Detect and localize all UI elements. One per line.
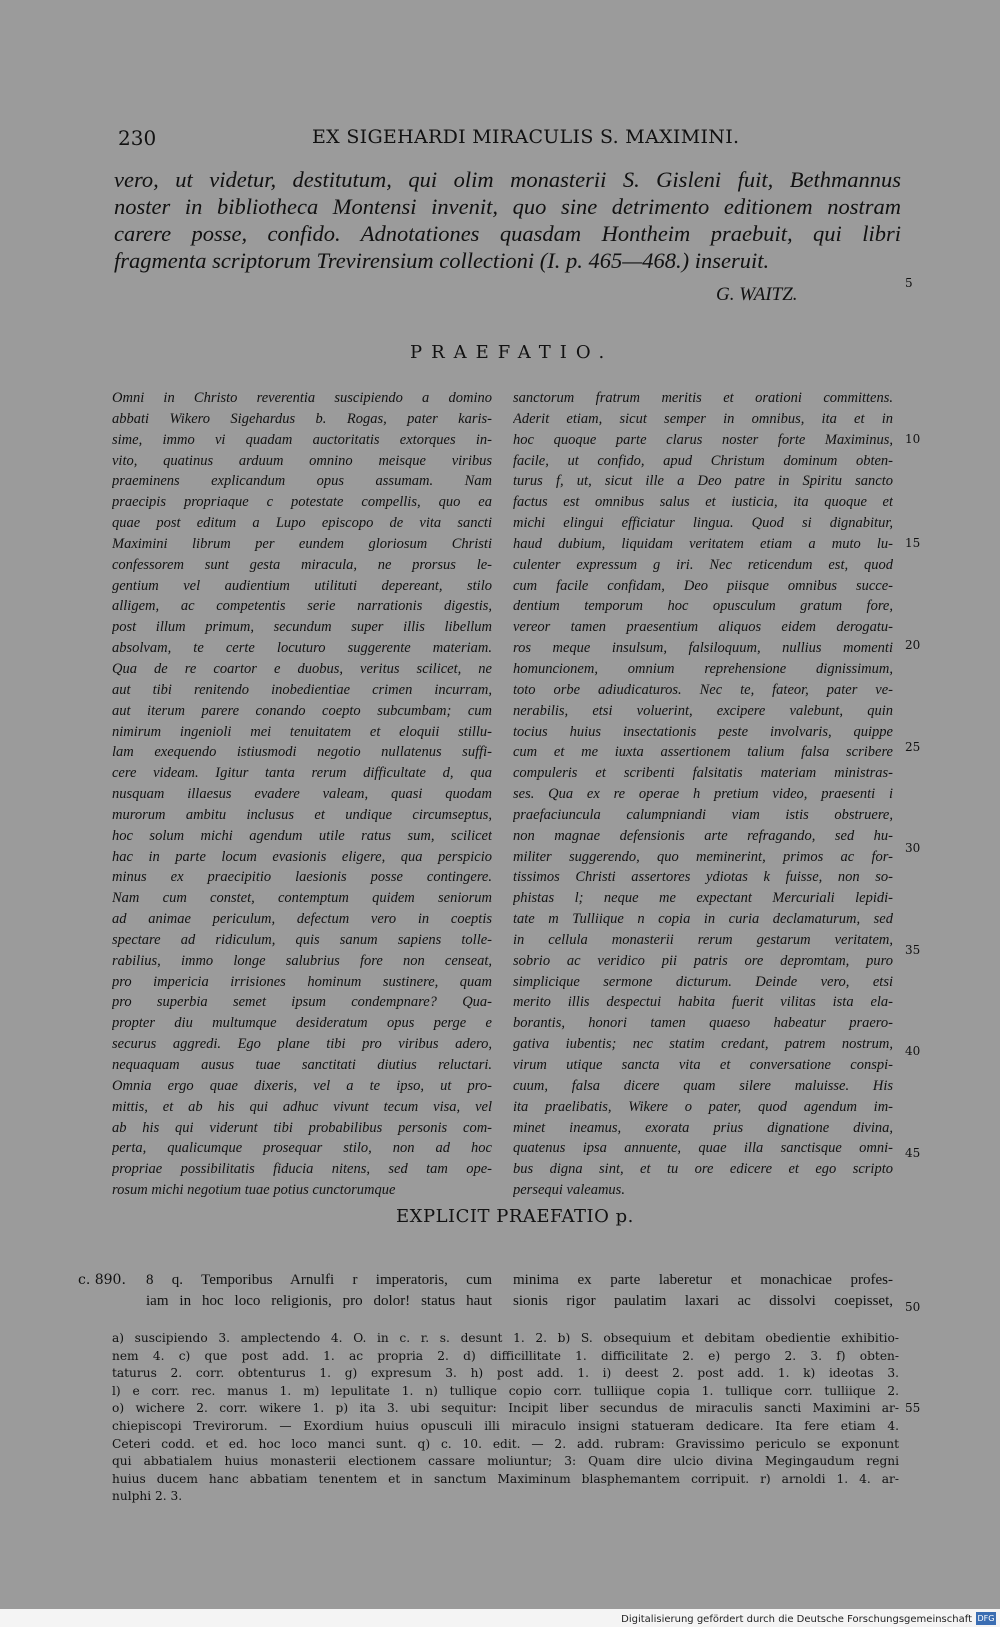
preface-line: mittis, et ab his qui adhuc vivunt tecum visa, vel: [112, 1098, 492, 1115]
footnote-line: o) wichere 2. corr. wikere 1. p) ita 3. ubi sequitur: Incipit liber secundus de miraculis sancti Maximini ar-: [112, 1401, 899, 1416]
preface-line: abbati Wikero Sigehardus b. Rogas, pater karis-: [112, 410, 492, 427]
preface-line: praecipis propriaque c potestate compellis, quo ea: [112, 494, 492, 511]
preface-line: Aderit etiam, sicut semper in omnibus, ita et in: [513, 410, 893, 427]
preface-line: Omnia ergo quae dixeris, vel a te ipso, ut pro-: [112, 1077, 492, 1094]
preface-line: propter diu multumque desideratum opus perge e: [112, 1015, 492, 1032]
preface-line: homuncionem, omnium reprehensione dignissimum,: [513, 660, 893, 677]
preface-line: Omni in Christo reverentia suscipiendo a domino: [112, 390, 492, 406]
preface-line: virum utique sancta vita et conversatione conspi-: [513, 1057, 893, 1073]
preface-line: gentium vel audientium utilituti depereant, stilo: [112, 577, 492, 594]
preface-line: praeminens explicandum opus assumam. Nam: [112, 473, 492, 490]
preface-line: toto orbe adiudicaturos. Nec te, fateor, pater ve-: [513, 681, 893, 698]
intro-line: carere posse, confido. Adnotationes quasdam Hontheim praebuit, qui libri: [114, 221, 901, 246]
preface-line: sanctorum fratrum meritis et orationi committens.: [513, 390, 893, 406]
preface-line: Nam cum constet, contemptum quidem seniorum: [112, 890, 492, 907]
preface-line: tocius huius insectationis peste involvaris, quippe: [513, 723, 893, 740]
intro-paragraph: [114, 166, 901, 274]
preface-line: securus aggredi. Ego plane tibi pro viribus adero,: [112, 1036, 492, 1053]
preface-line: factus est omnibus salus et iusticia, ita quoque et: [513, 494, 893, 511]
margin-line-number: 55: [905, 1401, 921, 1415]
chapter-line: iam in hoc loco religionis, pro dolor! status haut: [146, 1293, 492, 1309]
preface-line: praefaciuncula calumpniandi viam istis obstruere,: [513, 806, 893, 823]
preface-line: cuum, falsa dicere quam silere maluisse. His: [513, 1077, 893, 1094]
preface-line: propriae possibilitatis fiducia nitens, sed tam ope-: [112, 1161, 492, 1178]
margin-line-number: 30: [905, 841, 921, 855]
explicit-praefatio: EXPLICIT PRAEFATIO p.: [396, 1206, 634, 1227]
preface-line: borantis, honori tamen quaeso habeatur praero-: [513, 1015, 893, 1032]
editor-signature: G. WAITZ.: [716, 284, 798, 305]
preface-line: cum et me iuxta assertionem talium falsa scribere: [513, 744, 893, 761]
intro-line: noster in bibliotheca Montensi invenit, quo sine detrimento editionem nostram: [114, 194, 901, 219]
preface-line: simplicique sermone dicturum. Deinde vero, etsi: [513, 973, 893, 990]
footnote-line: nem 4. c) que post add. 1. ac propria 2. d) difficillitate 1. difficilitate 2. e) pergo 2. 3. f) obten-: [112, 1348, 899, 1363]
preface-line: absolvam, te certe locuturo suggerente materiam.: [112, 640, 492, 657]
preface-line: michi elingui efficiatur lingua. Quod si dignabitur,: [513, 515, 893, 532]
preface-line: ses. Qua ex re operae h pretium video, praesenti i: [513, 786, 893, 803]
chapter-line: minima ex parte laberetur et monachicae profes-: [513, 1272, 893, 1288]
preface-line: hoc solum michi agendum utile ratus sum, scilicet: [112, 827, 492, 844]
chapter-left-column: [146, 1270, 492, 1312]
preface-line: cere videam. Igitur tanta rerum difficultate d, qua: [112, 765, 492, 782]
preface-heading: PRAEFATIO.: [410, 342, 614, 363]
preface-line: perta, qualicumque prosequar stilo, non ad hoc: [112, 1140, 492, 1157]
preface-line: dentium temporum hoc opusculum gratum fore,: [513, 598, 893, 615]
margin-line-number: 40: [905, 1044, 921, 1058]
preface-line: murorum ambitu inclusus et undique circumseptus,: [112, 806, 492, 823]
footnote-line: a) suscipiendo 3. amplectendo 4. O. in c. r. s. desunt 1. 2. b) S. obsequium et debitam obedientie exhibitio-: [112, 1331, 899, 1345]
preface-line: turus f, ut, sicut ille a Deo patre in Spiritu sancto: [513, 473, 893, 490]
preface-line: hac in parte locum evasionis eligere, qua perspicio: [112, 848, 492, 865]
running-title: EX SIGEHARDI MIRACULIS S. MAXIMINI.: [312, 126, 740, 148]
preface-line: compuleris et scribenti falsitatis materiam ministras-: [513, 765, 893, 782]
footer-bar: [0, 1609, 1000, 1627]
preface-line: vereor tamen praesentium aliquos eidem derogatu-: [513, 619, 893, 636]
margin-line-number: 20: [905, 638, 921, 652]
margin-line-number: 5: [905, 276, 913, 290]
preface-line: culenter expressum g iri. Nec reticendum est, quod: [513, 556, 893, 573]
intro-line: vero, ut videtur, destitutum, qui olim monasterii S. Gisleni fuit, Bethmannus: [114, 167, 901, 192]
footnote-line: qui abbatialem huius monasterii electionem cassare moliuntur; 3: Quam dire ulcio divina Megingaudum regni: [112, 1454, 899, 1469]
preface-line: spectare ad ridiculum, quis sanum sapiens tolle-: [112, 931, 492, 948]
preface-line: quatenus ipsa annuente, quae illa sanctisque omni-: [513, 1140, 893, 1157]
dfg-logo: DFG: [977, 1614, 995, 1623]
preface-line: nequaquam ausus tuae sanctitati diutius reluctari.: [112, 1057, 492, 1073]
preface-line: bus digna sint, et tu ore edicere et ego scripto: [513, 1161, 893, 1178]
margin-line-number: 45: [905, 1146, 921, 1160]
margin-line-number: 35: [905, 943, 921, 957]
footnote-line: Ceteri codd. et ed. hoc loco manci sunt. q) c. 10. edit. — 2. add. rubram: Gravissimo periculo se exponunt: [112, 1436, 899, 1451]
preface-line: pro impericia irrisiones hominum sustinere, quam: [112, 973, 492, 990]
preface-line: tate m Tulliique n copia in curia declamaturum, sed: [513, 911, 893, 928]
preface-line: nusquam illaesus evadere valeam, quasi quodam: [112, 786, 492, 803]
preface-line: tissimos Christi assertores ydiotas k fuisse, non so-: [513, 869, 893, 886]
preface-line: aut tibi renitendo inobedientiae crimen incurram,: [112, 681, 492, 698]
intro-line: fragmenta scriptorum Trevirensium collectioni (I. p. 465—468.) inseruit.: [114, 248, 770, 273]
preface-line: sime, immo vi quadam auctoritatis extorques in-: [112, 431, 492, 448]
footnote-line: l) e corr. rec. manus 1. m) lepulitate 1. n) tullique copio corr. tulliique copia 1. tullique corr. tulliique 2.: [112, 1383, 899, 1398]
preface-line: lam exequendo istiusmodi negotio nullatenus suffi-: [112, 744, 492, 761]
preface-line: in cellula monasterii rerum gestarum veritatem,: [513, 931, 893, 948]
chapter-line: sionis rigor paulatim laxari ac dissolvi coepisset,: [513, 1293, 893, 1309]
preface-line: ad animae periculum, defectum vero in coeptis: [112, 911, 492, 928]
footnote-line: nulphi 2. 3.: [112, 1489, 183, 1504]
footnotes: [112, 1330, 899, 1506]
preface-line: confessorem sunt gesta miracula, ne prorsus le-: [112, 556, 492, 573]
footnote-line: chiepiscopi Trevirorum. — Exordium huius opusculi illi miraculo insigni statueram dedicare. Ita fere etiam 4.: [112, 1418, 899, 1433]
preface-line: merito illis despectui habita fuerit vilitas ista ela-: [513, 994, 893, 1011]
preface-line: Qua de re coartor e duobus, veritus scilicet, ne: [112, 660, 492, 677]
preface-line: minet ineamus, exorata prius dignatione divina,: [513, 1119, 893, 1136]
margin-line-number: 15: [905, 536, 921, 550]
preface-line: aut iterum parere conando coepto subcumbam; cum: [112, 702, 492, 719]
margin-line-number: 10: [905, 432, 921, 446]
preface-line: post illum primum, secundum super illis libellum: [112, 619, 492, 636]
preface-line: pro superbia semet ipsum condempnare? Qua-: [112, 994, 492, 1011]
preface-line: gativa iubentis; nec statim credant, patrem nostrum,: [513, 1036, 893, 1053]
preface-left-column: [112, 388, 492, 1201]
preface-line: persequi valeamus.: [513, 1182, 625, 1199]
chapter-right-column: [513, 1270, 893, 1312]
preface-line: minus ex praecipitio laesionis posse contingere.: [112, 869, 492, 886]
preface-line: rabilius, immo longe salubrius fore non censeat,: [112, 952, 492, 969]
preface-line: hoc quoque parte clarus noster forte Maximinus,: [513, 431, 893, 448]
margin-line-number: 50: [905, 1300, 921, 1314]
preface-right-column: [513, 388, 893, 1201]
preface-line: nimirum ingenioli mei tenuitatem et eloquii stillu-: [112, 723, 492, 740]
preface-line: ita praelibatis, Wikere o pater, quod agendum im-: [513, 1098, 893, 1115]
margin-line-number: 25: [905, 740, 921, 754]
preface-line: haud dubium, liquidam veritatem etiam a muto lu-: [513, 535, 893, 552]
page-number: 230: [118, 126, 157, 150]
chapter-year: c. 890.: [78, 1272, 126, 1288]
preface-line: militer suggerendo, quo meminerint, primos ac for-: [513, 848, 893, 865]
chapter-line: 8 q. Temporibus Arnulfi r imperatoris, cum: [146, 1272, 492, 1288]
footnote-line: taturus 2. corr. obtenturus 1. g) expresum 3. h) post add. 1. i) deest 2. post add. 1. k) ideotas 3.: [112, 1366, 899, 1381]
footer-credit: Digitalisierung gefördert durch die Deutsche Forschungsgemeinschaft: [621, 1614, 972, 1625]
preface-line: ros meque insulsum, falsiloquum, nullius momenti: [513, 640, 893, 657]
preface-line: cum facile confidam, Deo piisque omnibus succe-: [513, 577, 893, 594]
preface-line: sobrio ac veridico pii patris ore depromtam, puro: [513, 952, 893, 969]
preface-line: phistas l; neque me expectant Mercuriali lepidi-: [513, 890, 893, 907]
footnote-line: huius ducem hanc abbatiam tenentem et in sanctum Maximinum blasphemantem corripuit. r) arnoldi 1. 4. ar-: [112, 1471, 899, 1486]
preface-line: Maximini librum per eundem gloriosum Christi: [112, 535, 492, 552]
preface-line: quae post editum a Lupo episcopo de vita sancti: [112, 515, 492, 532]
preface-line: facile, ut confido, apud Christum dominum obten-: [513, 452, 893, 469]
preface-line: vito, quatinus arduum omnino meisque viribus: [112, 452, 492, 469]
preface-line: alligem, ac competentis serie narrationis digestis,: [112, 598, 492, 615]
preface-line: rosum michi negotium tuae potius cunctorumque: [112, 1182, 396, 1199]
preface-line: nerabilis, etsi voluerint, excipere valebunt, quin: [513, 702, 893, 719]
preface-line: non magnae defensionis arte refragando, sed hu-: [513, 827, 893, 844]
preface-line: ab his qui viderunt tibi probabilibus personis com-: [112, 1119, 492, 1136]
